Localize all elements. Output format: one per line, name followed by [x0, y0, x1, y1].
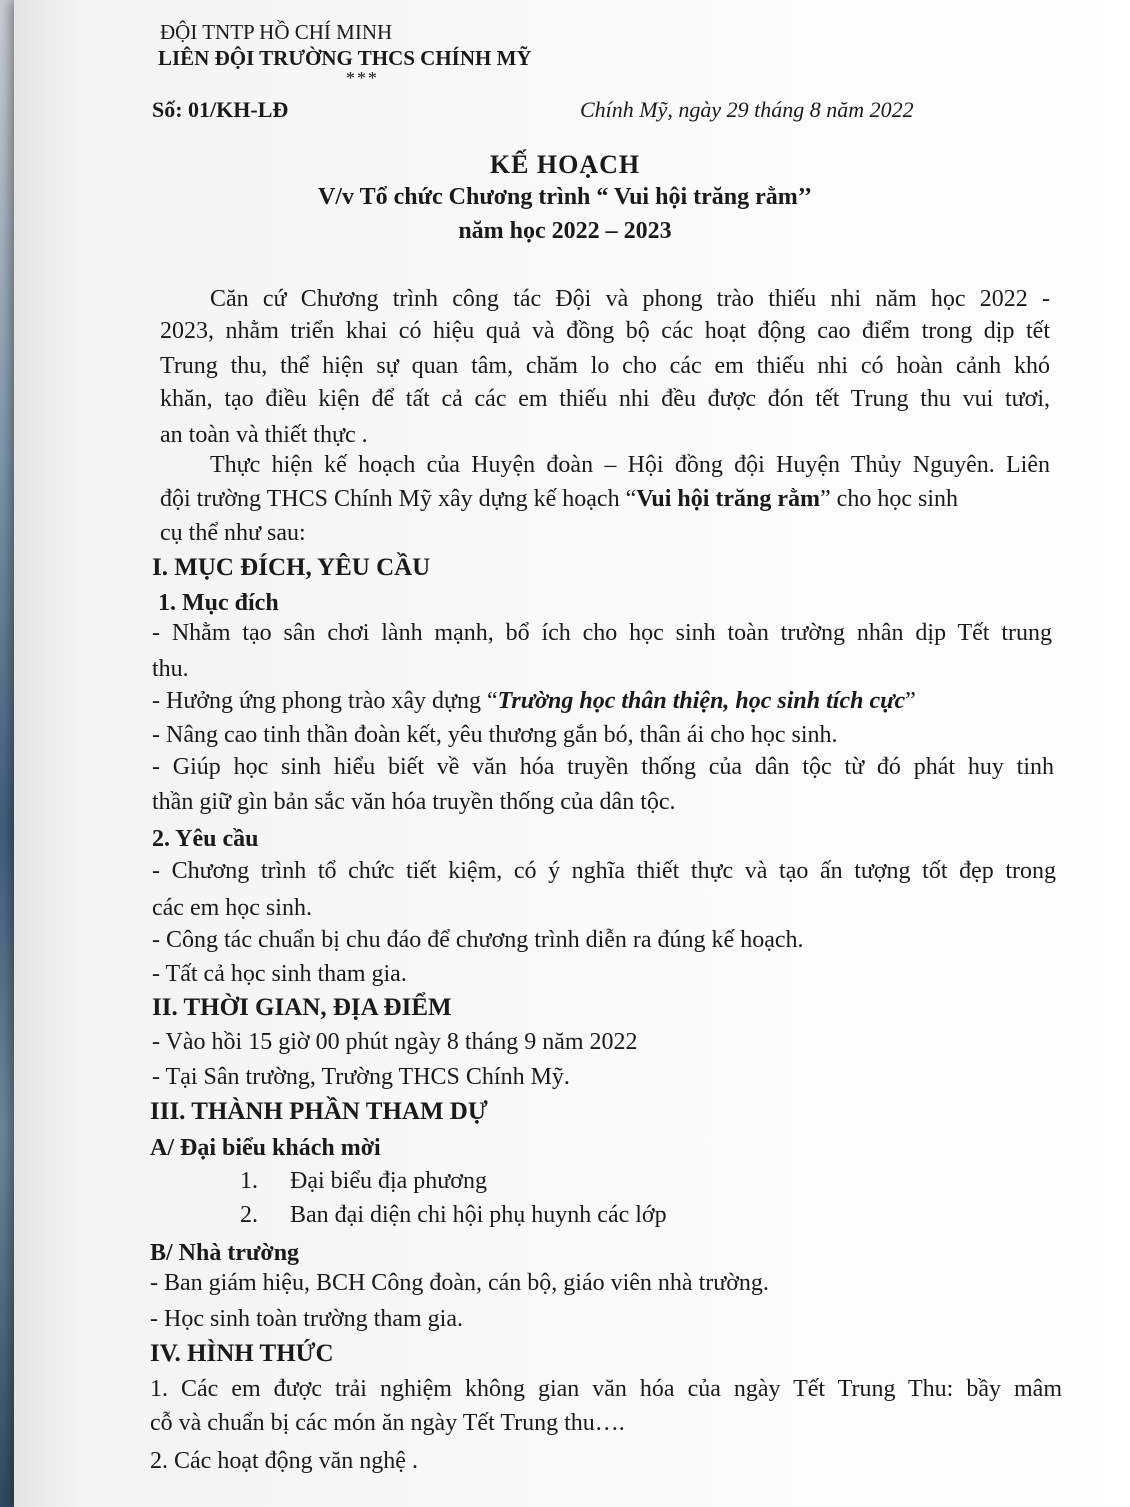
section-heading: III. THÀNH PHẦN THAM DỰ [150, 1098, 488, 1125]
intro-p2-line [160, 486, 1050, 513]
list-item: - Hưởng ứng phong trào xây dựng “Trường học thân thiện, học sinh tích cực” [152, 688, 916, 714]
list-item: thần giữ gìn bản sắc văn hóa truyền thống của dân tộc. [152, 789, 676, 815]
subsection-heading: 2. Yêu cầu [152, 826, 259, 852]
header-stars: *** [346, 68, 379, 88]
list-item: - Chương trình tổ chức tiết kiệm, có ý nghĩa thiết thực và tạo ấn tượng tốt đẹp trong [152, 858, 1056, 884]
list-item: cỗ và chuẩn bị các món ăn ngày Tết Trung thu…. [150, 1410, 625, 1436]
numbered-item: 1. Đại biểu địa phương [240, 1168, 487, 1194]
unit-name: LIÊN ĐỘI TRƯỜNG THCS CHÍNH MỸ [158, 46, 532, 70]
intro-p1-line: 2023, nhằm triển khai có hiệu quả và đồng bộ các hoạt động cao điểm trong dịp tết [160, 318, 1050, 344]
list-item: - Ban giám hiệu, BCH Công đoàn, cán bộ, giáo viên nhà trường. [150, 1270, 769, 1296]
subsection-heading: A/ Đại biểu khách mời [150, 1135, 381, 1161]
section-heading: I. MỤC ĐÍCH, YÊU CẦU [152, 554, 431, 581]
section-heading: II. THỜI GIAN, ĐỊA ĐIỂM [152, 994, 452, 1021]
intro-p2-line: cụ thể như sau: [160, 520, 306, 546]
list-item: thu. [152, 656, 189, 682]
intro-p1-line: an toàn và thiết thực . [160, 422, 368, 448]
numbered-item: 2. Ban đại diện chi hội phụ huynh các lớp [240, 1202, 667, 1228]
intro-p1-line: Trung thu, thể hiện sự quan tâm, chăm lo cho các em thiếu nhi có hoàn cảnh khó [160, 353, 1050, 379]
subsection-heading: B/ Nhà trường [150, 1240, 300, 1266]
movement-name: Trường học thân thiện, học sinh tích cực [497, 688, 906, 714]
document-subtitle: V/v Tổ chức Chương trình “ Vui hội trăng rằm’’ [318, 184, 812, 210]
document-number: Số: 01/KH-LĐ [152, 97, 289, 122]
school-year: năm học 2022 – 2023 [458, 218, 672, 244]
list-item: - Nhằm tạo sân chơi lành mạnh, bổ ích cho học sinh toàn trường nhân dịp Tết trung [152, 620, 1052, 646]
intro-p1-line: khăn, tạo điều kiện để tất cả các em thiếu nhi đều được đón tết Trung thu vui tươi, [160, 386, 1050, 412]
list-item: - Tất cả học sinh tham gia. [152, 961, 407, 987]
list-item: - Học sinh toàn trường tham gia. [150, 1306, 463, 1332]
list-item: - Giúp học sinh hiểu biết về văn hóa truyền thống của dân tộc từ đó phát huy tinh [152, 754, 1054, 780]
org-name: ĐỘI TNTP HỒ CHÍ MINH [160, 20, 393, 44]
list-item: các em học sinh. [152, 895, 312, 921]
list-item: - Nâng cao tinh thần đoàn kết, yêu thương gắn bó, thân ái cho học sinh. [152, 722, 838, 748]
document-title: KẾ HOẠCH [489, 150, 641, 179]
intro-p2-line: Thực hiện kế hoạch của Huyện đoàn – Hội đồng đội Huyện Thủy Nguyên. Liên [210, 452, 1050, 478]
list-item: 2. Các hoạt động văn nghệ . [150, 1448, 418, 1474]
program-name: Vui hội trăng rằm [636, 486, 821, 512]
place-date: Chính Mỹ, ngày 29 tháng 8 năm 2022 [580, 97, 914, 122]
intro-p2-text: đội trường THCS Chính Mỹ xây dựng kế hoạch “Vui hội trăng rằm” cho học sinh [160, 486, 958, 512]
list-item: - Vào hồi 15 giờ 00 phút ngày 8 tháng 9 năm 2022 [152, 1029, 638, 1055]
intro-p1-line: Căn cứ Chương trình công tác Đội và phong trào thiếu nhi năm học 2022 - [210, 286, 1050, 312]
subsection-heading: 1. Mục đích [158, 590, 279, 616]
list-item: 1. Các em được trải nghiệm không gian văn hóa của ngày Tết Trung Thu: bầy mâm [150, 1376, 1062, 1402]
list-item: - Công tác chuẩn bị chu đáo để chương trình diễn ra đúng kế hoạch. [152, 927, 804, 953]
section-heading: IV. HÌNH THỨC [150, 1340, 334, 1367]
list-item: - Tại Sân trường, Trường THCS Chính Mỹ. [152, 1064, 570, 1090]
